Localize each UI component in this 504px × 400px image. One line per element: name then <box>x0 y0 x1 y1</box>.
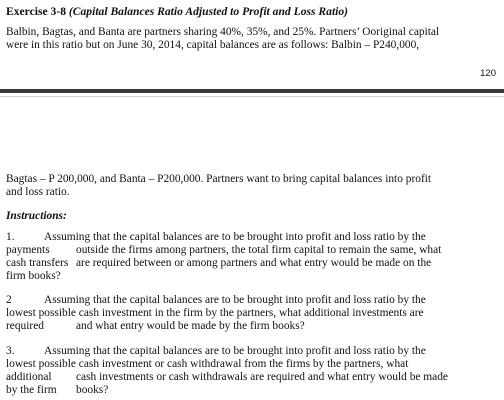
instruction-item-3 <box>6 345 500 397</box>
item-text: outside the firms among partners, the total firm capital to remain the same, what <box>76 244 442 256</box>
item-lead: payments <box>6 244 50 256</box>
item-text: and what entry would be made by the firm books? <box>76 320 305 332</box>
item-line <box>6 307 500 320</box>
item-number: 2 <box>6 294 12 306</box>
exercise-title <box>6 5 348 18</box>
item-line <box>6 294 500 307</box>
item-line <box>6 231 500 244</box>
item-text: Assuming that the capital balances are to be brought into profit and loss ratio by the <box>44 345 426 357</box>
item-line <box>6 345 500 358</box>
item-lead: required <box>6 320 44 332</box>
item-lead: lowest possible cash investment in the firm by the partners, what additional investments are <box>6 307 424 319</box>
intro-line: were in this ratio but on June 30, 2014, capital balances are as follows: Balbin – P240,000, <box>6 39 420 51</box>
instruction-item-2 <box>6 294 500 333</box>
item-lead: firm books? <box>6 270 61 282</box>
item-line <box>6 244 500 257</box>
item-line <box>6 358 500 371</box>
item-text: Assuming that the capital balances are to be brought into profit and loss ratio by the <box>44 231 426 243</box>
instructions-heading: Instructions: <box>6 210 67 222</box>
item-line <box>6 384 500 397</box>
item-text: cash investments or cash withdrawals are required and what entry would be made <box>76 371 448 383</box>
item-lead: additional <box>6 371 52 383</box>
item-line <box>6 257 500 270</box>
item-line <box>6 270 500 283</box>
item-number: 1. <box>6 231 15 243</box>
intro-paragraph <box>6 26 500 52</box>
page-break-rule <box>0 89 504 93</box>
exercise-label: Exercise 3-8 <box>6 5 66 18</box>
item-lead: cash transfers <box>6 257 69 269</box>
continuation-line: and loss ratio. <box>6 186 70 198</box>
item-text: are required between or among partners and what entry would be made on the <box>76 257 432 269</box>
page-number: 120 <box>480 68 496 79</box>
page-break-shadow <box>0 96 504 97</box>
item-lead: lowest possible cash investment or cash withdrawal from the firms by the partners, what <box>6 358 409 370</box>
item-lead: by the firm <box>6 384 57 396</box>
item-number: 3. <box>6 345 15 357</box>
continuation-line: Bagtas – P 200,000, and Banta – P200,000. Partners want to bring capital balances into profit <box>6 173 432 185</box>
item-line <box>6 371 500 384</box>
intro-line: Balbin, Bagtas, and Banta are partners sharing 40%, 35%, and 25%. Partners’ Ooriginal capital <box>6 26 440 38</box>
continuation-paragraph <box>6 173 500 199</box>
instruction-item-1 <box>6 231 500 283</box>
item-text: Assuming that the capital balances are to be brought into profit and loss ratio by the <box>44 294 426 306</box>
item-line <box>6 320 500 333</box>
item-text: books? <box>76 384 109 396</box>
exercise-subtitle: (Capital Balances Ratio Adjusted to Profit and Loss Ratio) <box>68 5 349 18</box>
